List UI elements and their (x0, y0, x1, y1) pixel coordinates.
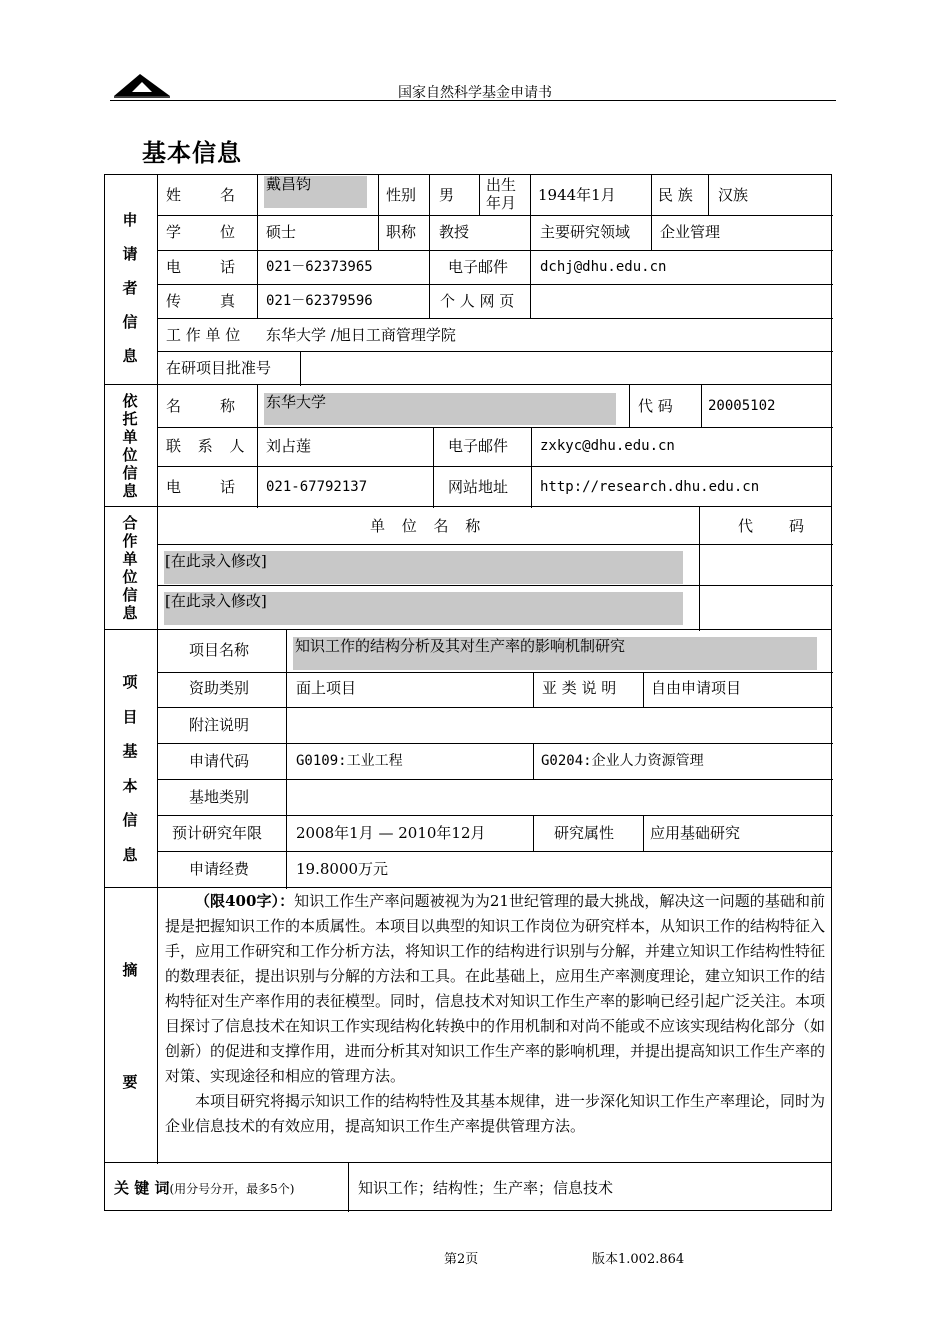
gender-value: 男 (439, 186, 455, 204)
host-phone-label: 电 话 (166, 478, 239, 496)
period-value: 2008年1月 — 2010年12月 (296, 824, 486, 842)
host-website-label: 网站地址 (448, 478, 509, 496)
birth-value: 1944年1月 (538, 186, 616, 204)
host-email-label: 电子邮件 (448, 437, 509, 455)
host-code-label: 代 码 (638, 397, 673, 415)
funding-label: 资助类别 (189, 679, 250, 697)
abstract-para2: 本项目研究将揭示知识工作的结构特性及其基本规律，进一步深化知识工作生产率理论，同时为企业信息技术的有效应用，提高知识工作生产率提供管理方法。 (165, 1092, 826, 1135)
period-label: 预计研究年限 (172, 824, 263, 842)
host-contact-value: 刘占莲 (266, 437, 312, 455)
partner-name-header: 单 位 名 称 (370, 517, 487, 535)
host-phone-value: 021-67792137 (266, 479, 368, 495)
host-website-value: http://research.dhu.edu.cn (540, 479, 760, 495)
partner-row: [在此录入修改] (165, 592, 267, 610)
ethnicity-value: 汉族 (718, 186, 749, 204)
birth-label: 出生年月 (486, 176, 517, 212)
degree-label: 学 位 (166, 223, 239, 241)
header-divider (110, 100, 836, 101)
header-title: 国家自然科学基金申请书 (398, 85, 552, 101)
budget-value: 19.8000万元 (296, 860, 389, 878)
keywords-value: 知识工作；结构性；生产率；信息技术 (358, 1179, 614, 1197)
email-label: 电子邮件 (448, 258, 509, 276)
ethnicity-label: 民 族 (658, 186, 693, 204)
name-value: 戴昌钧 (266, 175, 312, 193)
phone-label: 电 话 (166, 258, 239, 276)
host-name-value: 东华大学 (266, 393, 327, 411)
fax-label: 传 真 (166, 292, 239, 310)
base-label: 基地类别 (189, 788, 250, 806)
applicant-side-label: 申 请 者 信 息 (122, 211, 138, 365)
abstract-side-label-2: 要 (122, 1073, 138, 1091)
abstract-limit: （限400字）： (195, 892, 295, 910)
code2-value: G0204:企业人力资源管理 (541, 753, 704, 769)
partner-code-header: 代 码 (738, 517, 807, 535)
title-value: 教授 (439, 223, 470, 241)
note-label: 附注说明 (189, 716, 250, 734)
fax-value: 021－62379596 (266, 293, 373, 309)
homepage-label: 个 人 网 页 (440, 292, 515, 310)
gender-label: 性别 (386, 186, 417, 204)
budget-label: 申请经费 (189, 860, 250, 878)
attr-value: 应用基础研究 (650, 824, 741, 842)
keywords-label: 关 键 词(用分号分开，最多5个) (114, 1179, 295, 1197)
project-side-label: 项 目 基 本 信 息 (122, 673, 138, 864)
subtype-value: 自由申请项目 (651, 679, 742, 697)
code-label: 申请代码 (189, 752, 250, 770)
host-code-value: 20005102 (708, 398, 776, 414)
workplace-value: 东华大学 /旭日工商管理学院 (266, 326, 456, 344)
partner-side-label: 合 作 单 位 信 息 (122, 514, 138, 622)
workplace-label: 工 作 单 位 (166, 326, 241, 344)
version-label: 版本1.002.864 (592, 1252, 685, 1267)
section-title: 基本信息 (142, 139, 242, 167)
abstract-text (165, 889, 825, 1139)
phone-value: 021－62373965 (266, 259, 373, 275)
email-value: dchj@dhu.edu.cn (540, 259, 667, 275)
field-value: 企业管理 (660, 223, 721, 241)
funding-value: 面上项目 (296, 679, 357, 697)
host-side-label: 依 托 单 位 信 息 (122, 392, 138, 500)
partner-row: [在此录入修改] (165, 552, 267, 570)
host-contact-label: 联 系 人 (166, 437, 251, 455)
name-label: 姓 名 (166, 186, 239, 204)
degree-value: 硕士 (266, 223, 297, 241)
attr-label: 研究属性 (554, 824, 615, 842)
project-name-value: 知识工作的结构分析及其对生产率的影响机制研究 (295, 637, 626, 655)
field-label: 主要研究领域 (540, 223, 631, 241)
abstract-side-label-1: 摘 (122, 961, 138, 979)
applicant-section (104, 174, 832, 385)
abstract-para1: 知识工作生产率问题被视为为21世纪管理的最大挑战，解决这一问题的基础和前提是把握知识工作的本质属性。本项目以典型的知识工作岗位为研究样本，从知识工作的结构特征入手，应用工作研究和工作分析方法，将知识工作的结构进行识别与分解，并建立知识工作结构性特征的数理表征，提出识别与分解的方法和工具。在此基础上，应用生产率测度理论，建立知识工作的结构特征对生产率作用的表征模型。同时，信息技术对知识工作生产率的影响已经引起广泛关注。本项目探讨了信息技术在知识工作实现结构化转换中的作用机制和对尚不能或不应该实现结构化部分（如创新）的促进和支撑作用，进而分析其对知识工作生产率的影响机理，并提出提高知识工作生产率的对策、实现途径和相应的管理方法。 (165, 892, 826, 1085)
project-no-label: 在研项目批准号 (166, 359, 272, 377)
page-number: 第2页 (444, 1252, 479, 1267)
title-label: 职称 (386, 223, 417, 241)
host-name-label: 名 称 (166, 397, 239, 415)
code1-value: G0109:工业工程 (296, 753, 403, 769)
host-email-value: zxkyc@dhu.edu.cn (540, 438, 675, 454)
project-name-label: 项目名称 (189, 641, 250, 659)
subtype-label: 亚 类 说 明 (542, 679, 617, 697)
